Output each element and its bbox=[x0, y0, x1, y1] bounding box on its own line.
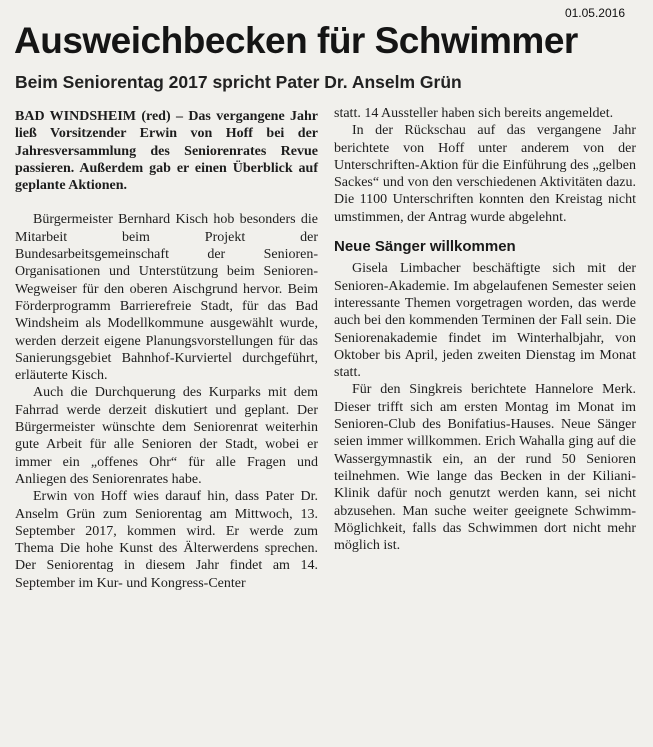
body-paragraph: Gisela Limbacher beschäftigte sich mit der Senioren-Akademie. Im abgelaufenen Semester seien interessante Themen vorgetragen worden, das werde auch bei den kommenden Terminen der Fall sein. Die Seniorenakademie findet im Winterhalbjahr, von Oktober bis April, jeden zweiten Dienstag im Monat statt. bbox=[334, 261, 636, 381]
body-paragraph: Für den Singkreis berichtete Hannelore Merk. Dieser trifft sich am ersten Montag im Monat im Senioren-Club des Bonifatius-Hauses. Neue Sänger seien immer willkommen. Erich Wahalla ging auf die Wassergymnastik ein, an der rund 50 Senioren teilnehmen. Wie lange das Becken in der Kiliani-Klinik dafür noch genutzt werden kann, sei nicht abzusehen. Man suche weiter geeignete Schwimm-Möglichkeit, falls das Schwimmen dort nicht mehr möglich ist. bbox=[334, 382, 636, 554]
body-paragraph: Auch die Durchquerung des Kurparks mit dem Fahrrad werde derzeit diskutiert und geplant. Der Bürgermeister wünschte dem Seniorenrat weiterhin gute Arbeit für alle Senioren der Stadt, wobei er immer ein „offenes Ohr“ für alle Fragen und Anliegen des Seniorenrates habe. bbox=[15, 385, 318, 487]
headline: Ausweichbecken für Schwimmer bbox=[14, 20, 578, 61]
section-heading: Neue Sänger willkommen bbox=[334, 238, 516, 256]
lead-paragraph: BAD WINDSHEIM (red) – Das vergangene Jahr ließ Vorsitzender Erwin von Hoff bei der Jahresversammlung des Seniorenrates Revue passieren. Außerdem gab er einen Überblick auf geplante Aktionen. bbox=[15, 109, 318, 194]
clipping-date: 01.05.2016 bbox=[564, 6, 625, 20]
body-paragraph: In der Rückschau auf das vergangene Jahr berichtete von Hoff unter anderem von der Unterschriften-Aktion für die Einführung des „gelben Sackes“ und von den verschiedenen Aktivitäten dazu. Die 1100 Unterschriften konnten den Kreistag nicht umstimmen, der Antrag wurde abgelehnt. bbox=[334, 123, 636, 225]
body-paragraph: statt. 14 Aussteller haben sich bereits angemeldet. bbox=[334, 106, 614, 121]
body-paragraph: Erwin von Hoff wies darauf hin, dass Pater Dr. Anselm Grün zum Seniorentag am Mittwoch, 13. September 2017, kommen wird. Er werde zum Thema Die hohe Kunst des Älterwerdens sprechen. Der Seniorentag in diesem Jahr findet am 14. September im Kur- und Kongress-Center bbox=[15, 489, 318, 591]
subheadline: Beim Seniorentag 2017 spricht Pater Dr. Anselm Grün bbox=[15, 72, 462, 92]
right-column bbox=[334, 105, 636, 554]
body-paragraph: Bürgermeister Bernhard Kisch hob besonders die Mitarbeit beim Projekt der Bundesarbeitsgemeinschaft der Senioren-Organisationen und Unterstützung beim Senioren-Wegweiser für den oberen Aischgrund hervor. Beim Förderprogramm Barrierefreie Stadt, für das Bad Windsheim als Modellkommune ausgewählt wurde, werden derzeit eigene Planungsvorstellungen für das Sanierungsgebiet Bahnhof-Kurviertel durchgeführt, erläuterte Kisch. bbox=[15, 212, 318, 384]
left-column bbox=[15, 108, 318, 592]
